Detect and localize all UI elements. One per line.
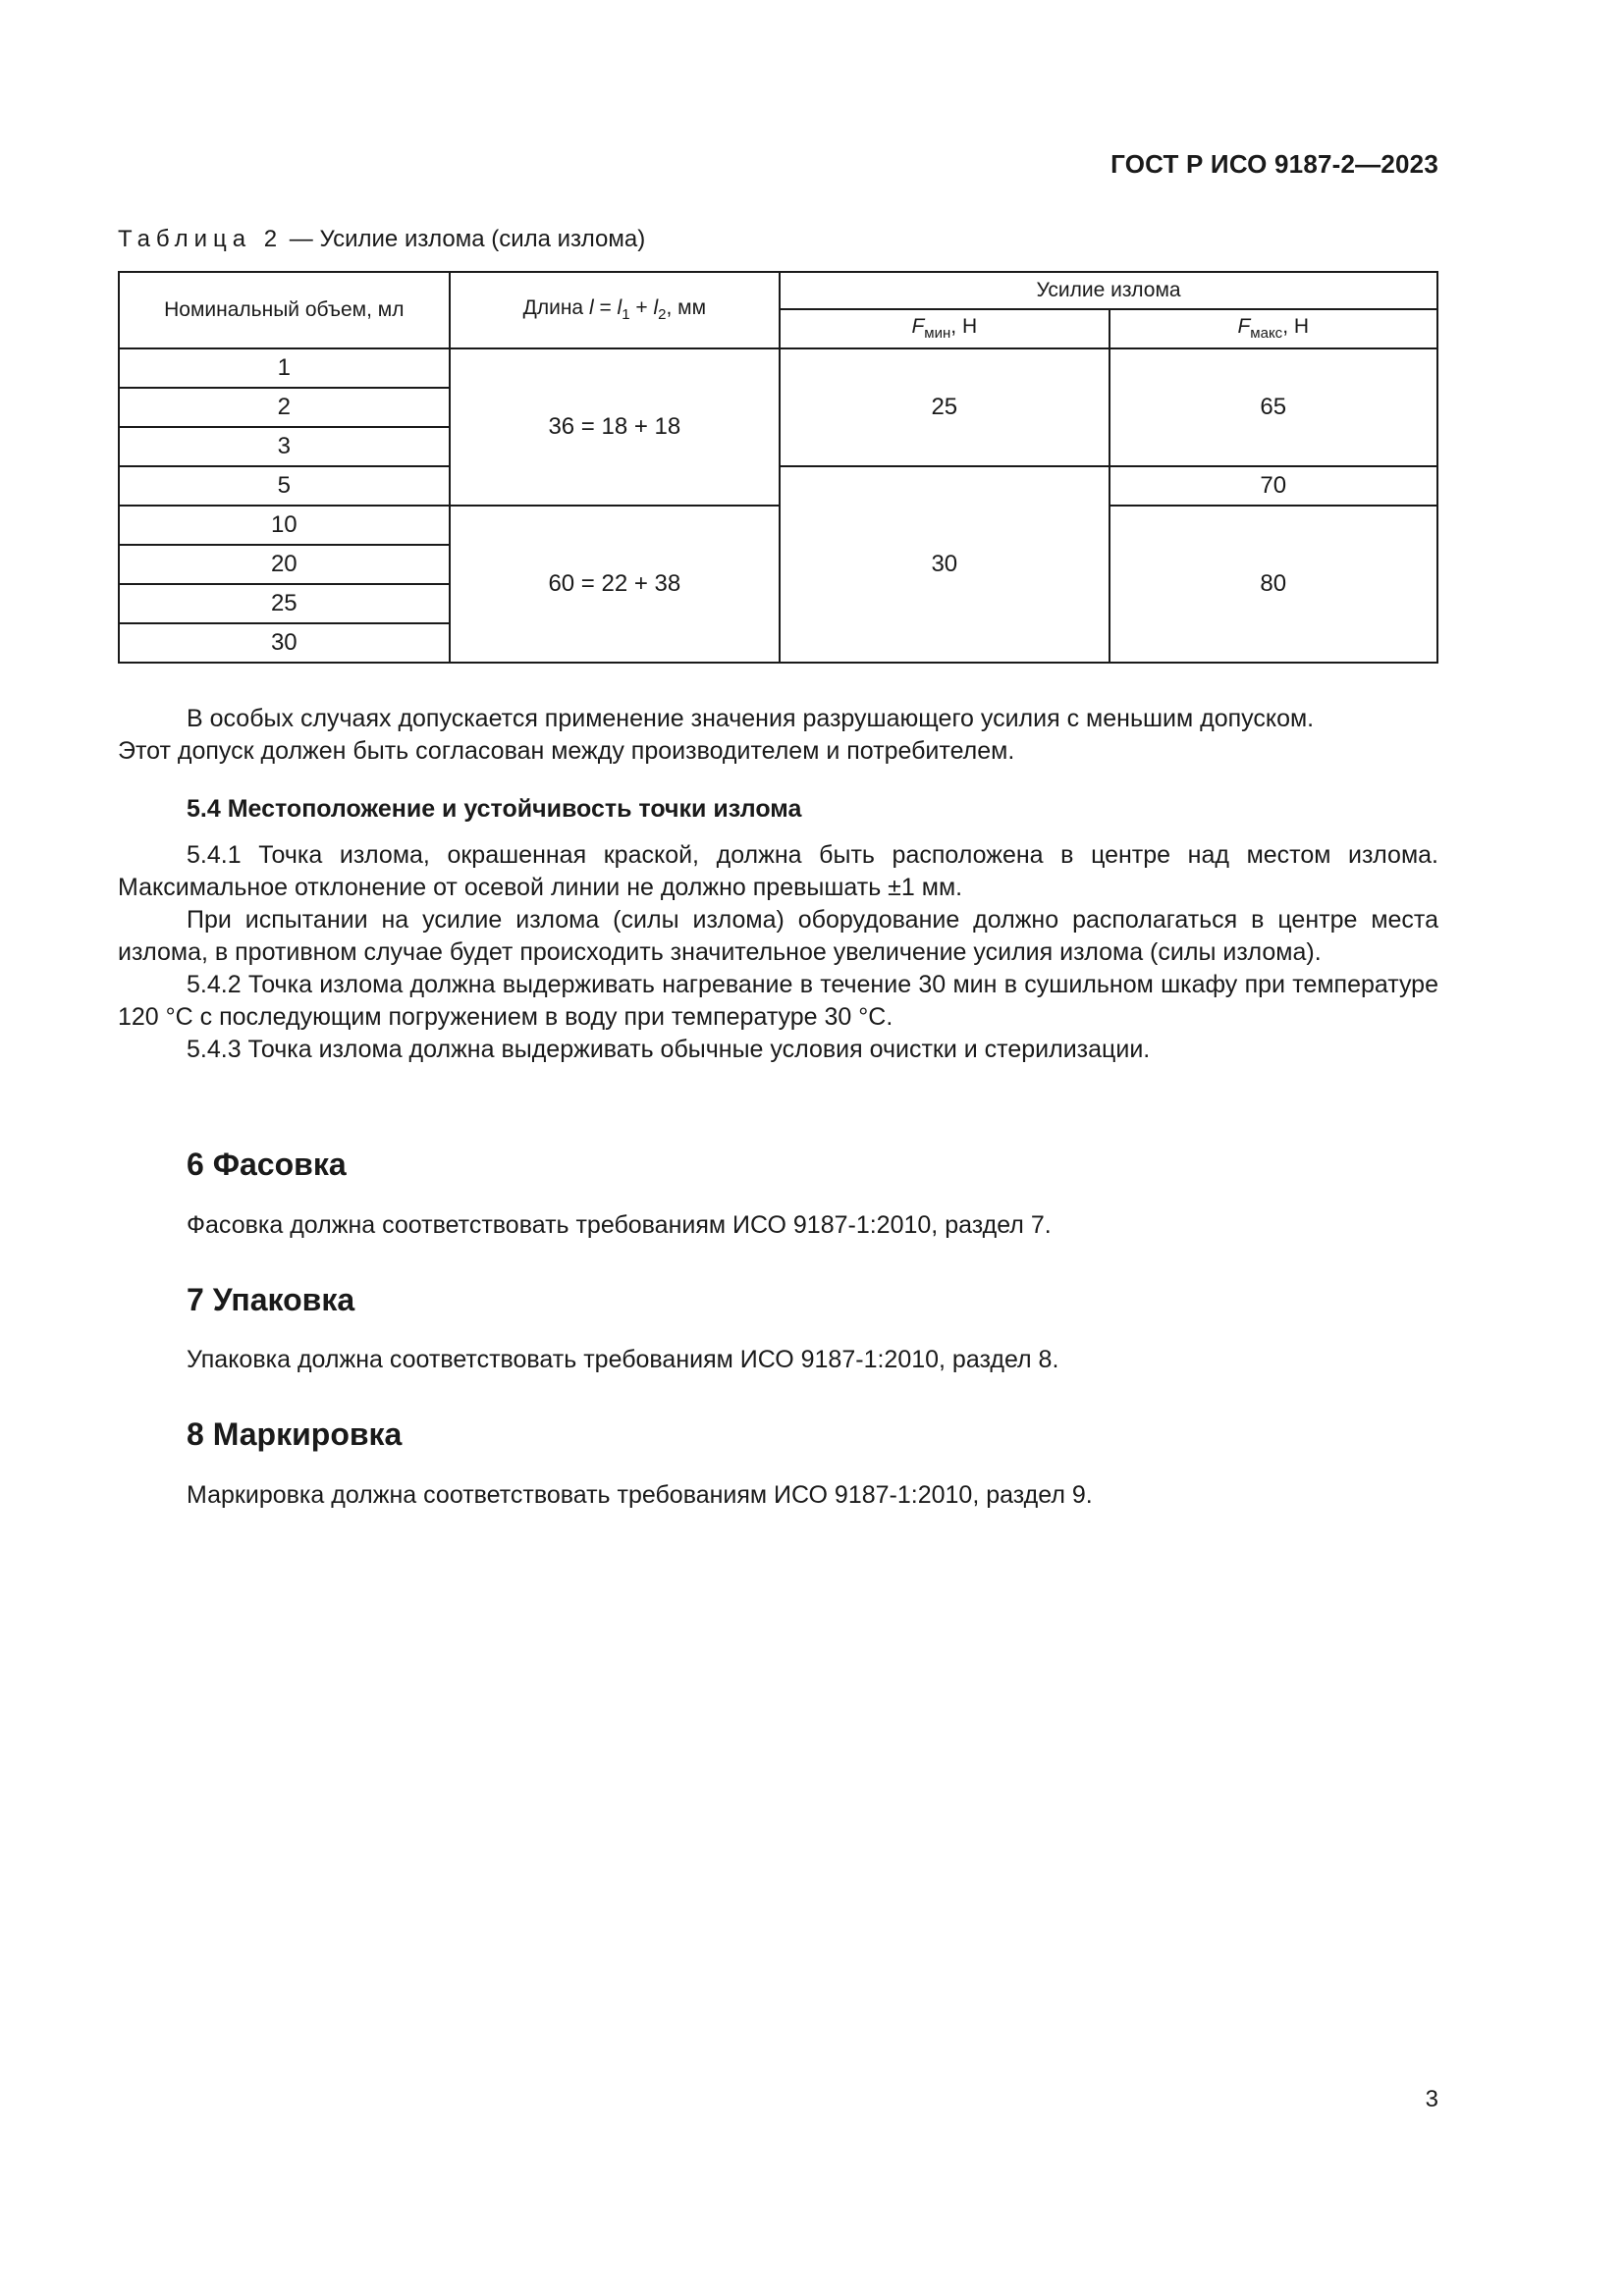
volume-cell: 20 (119, 545, 450, 584)
paragraph-5-4-3: 5.4.3 Точка излома должна выдерживать обычные условия очистки и стерилизации. (187, 1036, 1151, 1063)
paragraph-line: В особых случаях допускается применение значения разрушающего усилия с меньшим допуском. (187, 705, 1315, 732)
breaking-force-table (118, 271, 1438, 664)
fmin-cell: 30 (780, 466, 1109, 663)
section-heading-5-4: 5.4 Местоположение и устойчивость точки излома (187, 795, 802, 823)
table-caption-title: — Усилие излома (сила излома) (289, 226, 646, 252)
section-heading-8: 8 Маркировка (187, 1416, 403, 1452)
header-volume: Номинальный объем, мл (119, 272, 450, 348)
standard-code: ГОСТ Р ИСО 9187-2—2023 (1110, 149, 1438, 179)
header-fmax: $F_{макс}$, Н (1110, 309, 1437, 348)
paragraph-5-4-1b: При испытании на усилие излома (силы излома) оборудование должно располагаться в центре места излома, в противном случае будет происходить значительное увеличение усилия излома (силы излома). (118, 906, 1438, 966)
paragraph-7: Упаковка должна соответствовать требованиям ИСО 9187-1:2010, раздел 8. (187, 1346, 1059, 1373)
volume-cell: 30 (119, 623, 450, 663)
table-caption (118, 226, 645, 253)
table-row (119, 348, 1437, 388)
section-heading-6: 6 Фасовка (187, 1147, 347, 1182)
volume-cell: 25 (119, 584, 450, 623)
volume-cell: 1 (119, 348, 450, 388)
volume-cell: 3 (119, 427, 450, 466)
paragraph-line: Этот допуск должен быть согласован между производителем и потребителем. (118, 737, 1015, 765)
table-caption-label: Таблица 2 (118, 226, 284, 252)
header-fmin: $F_{мин}$, Н (780, 309, 1109, 348)
length-cell: 60 = 22 + 38 (450, 506, 780, 663)
header-length: Длина $l = l_1 + l_2$, мм (450, 272, 780, 348)
section-5-4-body (118, 839, 1438, 1066)
table-row (119, 506, 1437, 545)
table-header-row (119, 272, 1437, 309)
page-number: 3 (1425, 2086, 1438, 2112)
length-cell: 36 = 18 + 18 (450, 348, 780, 506)
fmax-cell: 80 (1110, 506, 1437, 663)
paragraph-8: Маркировка должна соответствовать требованиям ИСО 9187-1:2010, раздел 9. (187, 1481, 1093, 1509)
volume-cell: 10 (119, 506, 450, 545)
section-heading-7: 7 Упаковка (187, 1282, 355, 1317)
fmax-cell: 70 (1110, 466, 1437, 506)
volume-cell: 5 (119, 466, 450, 506)
header-force-group: Усилие излома (780, 272, 1437, 309)
paragraph-5-4-2: 5.4.2 Точка излома должна выдерживать нагревание в течение 30 мин в сушильном шкафу при температуре 120 °С с последующим погружением в воду при температуре 30 °С. (118, 971, 1438, 1031)
fmax-cell: 65 (1110, 348, 1437, 466)
paragraph-6: Фасовка должна соответствовать требованиям ИСО 9187-1:2010, раздел 7. (187, 1211, 1052, 1239)
paragraph-5-4-1: 5.4.1 Точка излома, окрашенная краской, должна быть расположена в центре над местом излома. Максимальное отклонение от осевой линии не должно превышать ±1 мм. (118, 841, 1438, 901)
special-cases-paragraph (118, 703, 1438, 768)
fmin-cell: 25 (780, 348, 1109, 466)
volume-cell: 2 (119, 388, 450, 427)
